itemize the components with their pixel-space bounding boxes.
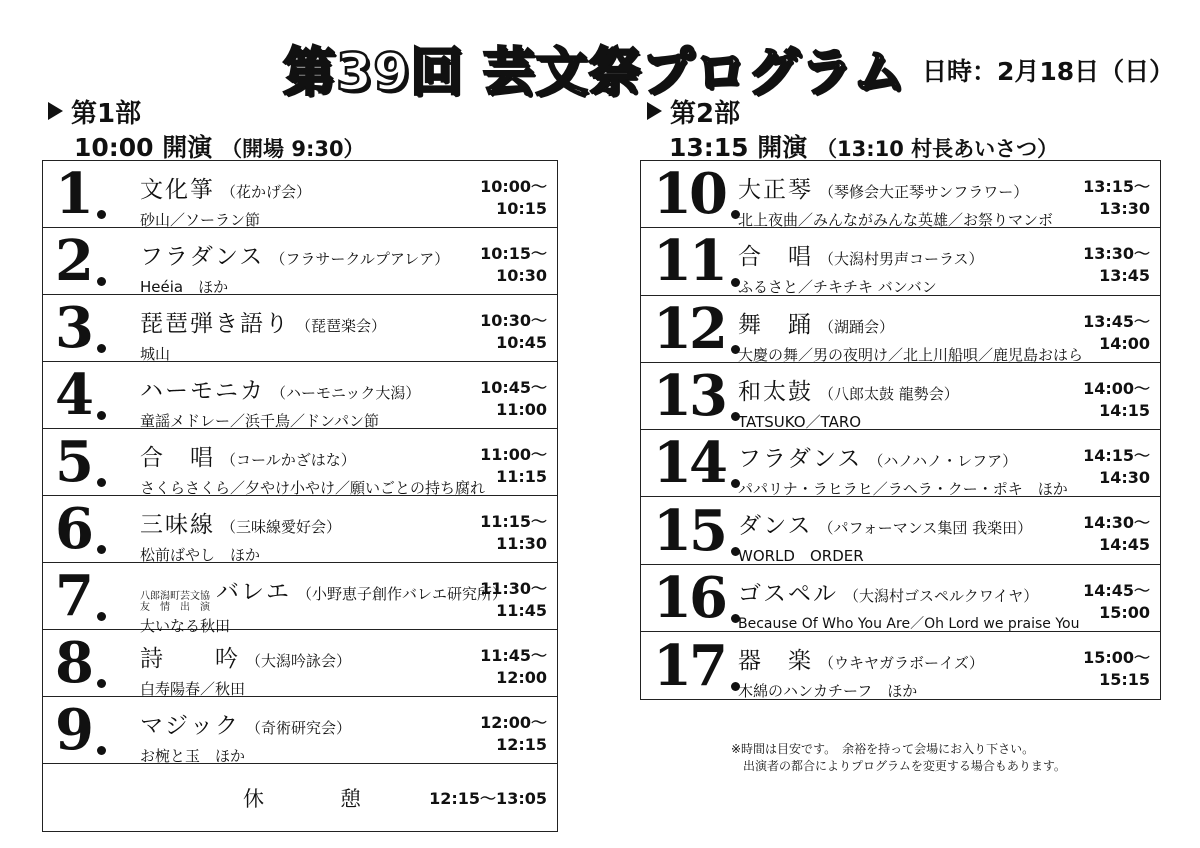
item-performance [140, 640, 351, 699]
program-item [641, 228, 1160, 295]
guest-prefix-line2: 友 情 出 演 [140, 602, 210, 613]
item-number: 9 [55, 697, 106, 763]
item-performance [738, 171, 1053, 230]
item-number: 16 [653, 565, 740, 631]
item-number: 17 [653, 632, 740, 699]
triangle-icon [647, 102, 662, 120]
item-times [480, 176, 547, 220]
item-genre: フラダンス [738, 446, 863, 473]
item-songs: さくらさくら／夕やけ小やけ／願いごとの持ち腐れ [140, 479, 486, 497]
item-end: 14:45 [1099, 535, 1150, 555]
item-songs: Heéia ほか [140, 278, 229, 296]
item-group: （ハーモニック大潟） [271, 384, 421, 402]
item-end: 10:45 [496, 333, 547, 352]
item-group: （湖踊会） [819, 317, 895, 336]
break-label: 休憩 [243, 786, 437, 811]
program-item [43, 697, 557, 764]
item-start: 10:15〜 [480, 244, 547, 263]
program-item [43, 295, 557, 362]
program-item [43, 362, 557, 429]
triangle-icon [48, 102, 63, 120]
program-item [641, 363, 1160, 430]
item-genre: 文化箏 [140, 177, 215, 203]
item-group: （八郎太鼓 龍勢会） [819, 384, 959, 403]
item-times [480, 377, 547, 421]
item-performance [738, 440, 1068, 499]
item-genre: 器 楽 [738, 648, 813, 675]
part1-open-note: （開場 9:30） [221, 137, 365, 161]
item-start: 11:30〜 [480, 579, 547, 598]
item-start: 10:00〜 [480, 177, 547, 196]
item-number: 10 [653, 161, 740, 227]
item-group: （大潟村男声コーラス） [819, 250, 984, 269]
item-performance [738, 238, 984, 297]
item-number: 6 [55, 496, 106, 562]
item-end: 10:30 [496, 266, 547, 285]
item-songs: 木綿のハンカチーフ ほか [738, 682, 918, 701]
item-times [480, 712, 547, 756]
part2-header [647, 96, 1058, 164]
item-songs: 城山 [140, 345, 171, 363]
item-start: 14:00〜 [1083, 378, 1150, 398]
item-performance [140, 372, 420, 431]
item-genre: 大正琴 [738, 177, 813, 203]
item-genre: ハーモニカ [140, 378, 265, 404]
footnote-line1: ※時間は目安です。 余裕を持って会場にお入り下さい。 [731, 742, 1035, 756]
item-end: 11:45 [496, 601, 547, 620]
item-songs: WORLD ORDER [738, 547, 864, 566]
part1-start-time: 10:00 開演 [74, 133, 213, 162]
item-number: 2 [55, 228, 106, 294]
item-genre: フラダンス [140, 244, 265, 270]
item-performance [738, 575, 1080, 633]
item-start: 11:15〜 [480, 512, 547, 531]
item-performance [140, 171, 311, 230]
program-item [641, 161, 1160, 228]
event-date: 日時：2月18日（日） [922, 57, 1175, 86]
item-times [1083, 176, 1150, 220]
item-genre: マジック [140, 713, 240, 739]
page-title [283, 30, 906, 103]
item-group: （花かげ会） [221, 183, 312, 201]
item-genre: 詩 吟 [140, 646, 240, 672]
item-start: 12:00〜 [480, 713, 547, 732]
item-start: 13:30〜 [1083, 244, 1150, 264]
item-start: 11:45〜 [480, 646, 547, 665]
item-number: 11 [653, 228, 740, 294]
item-end: 15:00 [1099, 602, 1150, 622]
program-item [641, 296, 1160, 363]
item-performance [140, 305, 386, 364]
item-times [480, 511, 547, 555]
item-group: （ハノハノ・レフア） [868, 452, 1018, 471]
item-performance [738, 642, 984, 701]
item-group: （大潟村ゴスペルクワイヤ） [844, 586, 1039, 605]
program-item [641, 430, 1160, 497]
item-times [1083, 243, 1150, 287]
item-group: （三味線愛好会） [221, 518, 342, 536]
part2-label-row [647, 96, 1058, 129]
item-songs: 童謡メドレー／浜千鳥／ドンパン節 [140, 412, 379, 430]
item-genre: 舞 踊 [738, 311, 813, 338]
title-text: 第39回 芸文祭プログラム [283, 43, 906, 103]
part1-time-row [74, 128, 365, 164]
program-item [43, 429, 557, 496]
item-songs: 大いなる秋田 [140, 617, 231, 635]
item-genre: 合 唱 [140, 445, 215, 471]
item-performance [140, 573, 507, 636]
item-performance [140, 238, 449, 297]
item-end: 10:15 [496, 199, 547, 218]
program-item [43, 496, 557, 563]
part2-start-time: 13:15 開演 [669, 133, 808, 162]
item-genre: 琵琶弾き語り [140, 311, 290, 337]
item-end: 14:15 [1099, 400, 1150, 420]
part1-label: 第1部 [71, 98, 142, 129]
item-end: 15:15 [1099, 670, 1150, 690]
item-genre: ゴスペル [738, 580, 838, 607]
item-start: 10:30〜 [480, 311, 547, 330]
item-number: 8 [55, 630, 106, 696]
item-songs: Because Of Who You Are／Oh Lord we praise You [738, 615, 1080, 632]
item-times [480, 243, 547, 287]
break-time: 12:15〜13:05 [429, 789, 547, 808]
item-start: 11:00〜 [480, 445, 547, 464]
item-times [480, 578, 547, 622]
guest-prefix-line1: 八郎潟町芸文協 [140, 591, 210, 602]
guest-prefix [140, 591, 210, 613]
item-songs: 砂山／ソーラン節 [140, 211, 261, 229]
item-end: 14:30 [1099, 468, 1150, 488]
item-start: 15:00〜 [1083, 648, 1150, 668]
part1-program [42, 160, 558, 832]
part1-label-row [48, 96, 365, 129]
program-item [43, 563, 557, 635]
item-songs: 大慶の舞／男の夜明け／北上川船唄／鹿児島おはら [738, 345, 1084, 364]
item-songs: 北上夜曲／みんながみんな英雄／お祭りマンボ [738, 211, 1054, 229]
item-number: 5 [55, 429, 106, 495]
item-group: （フラサークルプアレア） [270, 250, 450, 268]
item-times [1083, 445, 1150, 489]
item-end: 11:15 [496, 467, 547, 486]
item-number: 7 [55, 563, 106, 629]
item-times [1083, 580, 1150, 624]
footnote [731, 741, 1066, 775]
item-number: 12 [653, 296, 740, 362]
item-songs: 白寿陽春／秋田 [140, 680, 246, 698]
item-times [1083, 647, 1150, 691]
item-end: 12:15 [496, 735, 547, 754]
item-times [1083, 311, 1150, 355]
item-number: 4 [55, 362, 106, 428]
program-item [43, 630, 557, 697]
item-times [480, 444, 547, 488]
program-item [641, 565, 1160, 632]
item-start: 14:30〜 [1083, 513, 1150, 533]
program-item [641, 632, 1160, 699]
item-genre: 三味線 [140, 512, 215, 538]
item-number: 15 [653, 497, 740, 563]
item-performance [140, 506, 341, 565]
item-genre: ダンス [738, 513, 813, 540]
item-group: （小野恵子創作バレエ研究所） [297, 585, 508, 603]
item-end: 13:30 [1099, 199, 1150, 218]
item-songs: TATSUKO／TARO [738, 412, 862, 431]
item-performance [140, 439, 485, 498]
item-end: 12:00 [496, 668, 547, 687]
item-performance [738, 306, 1083, 365]
part2-open-note: （13:10 村長あいさつ） [816, 137, 1059, 161]
item-number: 14 [653, 430, 740, 496]
program-item [641, 497, 1160, 564]
item-group: （ウキヤガラボーイズ） [819, 654, 984, 673]
item-genre: 和太鼓 [738, 378, 813, 405]
item-times [480, 645, 547, 689]
item-start: 10:45〜 [480, 378, 547, 397]
part2-label: 第2部 [670, 98, 741, 129]
item-times [1083, 378, 1150, 422]
part2-program [640, 160, 1161, 700]
item-start: 14:45〜 [1083, 580, 1150, 600]
item-times [1083, 512, 1150, 556]
program-item [43, 228, 557, 295]
item-group: （パフォーマンス集団 我楽田） [818, 519, 1033, 538]
item-number: 13 [653, 363, 740, 429]
item-number: 3 [55, 295, 106, 361]
item-group: （大潟吟詠会） [246, 652, 352, 670]
part1-header [48, 96, 365, 164]
item-performance [140, 707, 351, 766]
item-end: 11:30 [496, 534, 547, 553]
item-songs: 松前ばやし ほか [140, 546, 261, 564]
item-genre: 合 唱 [738, 244, 813, 271]
item-group: （琵琶楽会） [296, 317, 387, 335]
item-number: 1 [55, 161, 106, 227]
item-group: （奇術研究会） [246, 719, 352, 737]
item-start: 14:15〜 [1083, 446, 1150, 466]
item-times [480, 310, 547, 354]
part2-time-row [669, 128, 1058, 164]
item-performance [738, 507, 1032, 566]
item-songs: ふるさと／チキチキ バンバン [738, 278, 937, 297]
item-end: 11:00 [496, 400, 547, 419]
item-songs: パパリナ・ラヒラヒ／ラヘラ・クー・ポキ ほか [738, 480, 1068, 499]
item-songs: お椀と玉 ほか [140, 747, 246, 765]
item-group: （琴修会大正琴サンフラワー） [819, 183, 1029, 201]
item-genre: バレエ [216, 579, 291, 605]
item-start: 13:15〜 [1083, 177, 1150, 196]
program-item [43, 161, 557, 228]
item-group: （コールかざはな） [221, 451, 356, 469]
item-end: 14:00 [1099, 333, 1150, 353]
item-performance [738, 373, 959, 432]
item-start: 13:45〜 [1083, 311, 1150, 331]
break-row [43, 764, 557, 831]
footnote-line2: 出演者の都合によりプログラムを変更する場合もあります。 [743, 759, 1066, 773]
item-end: 13:45 [1099, 266, 1150, 286]
